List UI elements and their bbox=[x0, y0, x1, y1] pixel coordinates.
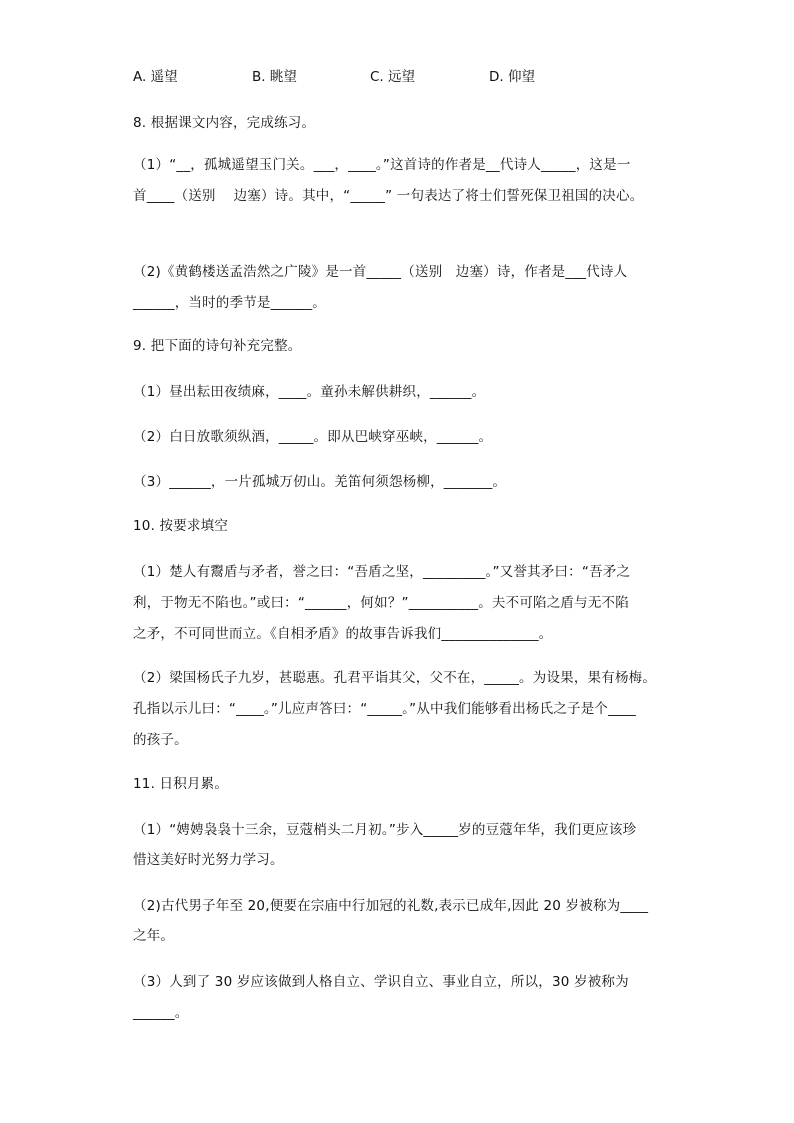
question-11-part2-line2: 之年。 bbox=[133, 928, 175, 944]
question-11-part2-line1: （2)古代男子年至 20,便要在宗庙中行加冠的礼数,表示已成年,因此 20 岁被称为____ bbox=[133, 898, 649, 914]
question-9-part1: （1）昼出耘田夜绩麻，____。童孙未解供耕织，______。 bbox=[133, 384, 486, 400]
question-9-part2: （2）白日放歌须纵酒，_____。即从巴峡穿巫峡，______。 bbox=[133, 429, 493, 445]
option-b: B. 眺望 bbox=[252, 69, 297, 85]
question-8-part2-line2: ______，当时的季节是______。 bbox=[133, 295, 326, 311]
question-10-part1-line1: （1）楚人有鬻盾与矛者，誉之曰：“吾盾之坚，_________。”又誉其矛曰：“吾矛之 bbox=[133, 564, 631, 580]
question-9-part3: （3）______，一片孤城万仞山。羌笛何须怨杨柳，_______。 bbox=[133, 474, 507, 490]
question-8-title: 8. 根据课文内容，完成练习。 bbox=[133, 115, 316, 131]
question-11-part3-line1: （3）人到了 30 岁应该做到人格自立、学识自立、事业自立，所以，30 岁被称为 bbox=[133, 974, 629, 990]
question-10-part2-line3: 的孩子。 bbox=[133, 732, 188, 748]
question-10-part1-line3: 之矛，不可同世而立。《自相矛盾》的故事告诉我们______________。 bbox=[133, 626, 553, 642]
option-a: A. 遥望 bbox=[133, 69, 178, 85]
question-8-part1-line1: （1）“__，孤城遥望玉门关。___，____。”这首诗的作者是__代诗人_____，这是一 bbox=[133, 157, 631, 173]
question-10-part2-line2: 孔指以示儿曰：“____。”儿应声答曰：“_____。”从中我们能够看出杨氏之子是个____ bbox=[133, 701, 636, 717]
question-11-part3-line2: ______。 bbox=[133, 1005, 189, 1021]
question-10-part2-line1: （2）梁国杨氏子九岁，甚聪惠。孔君平诣其父，父不在，_____。为设果，果有杨梅。 bbox=[133, 670, 657, 686]
question-11-title: 11. 日积月累。 bbox=[133, 776, 229, 792]
option-c: C. 远望 bbox=[370, 69, 416, 85]
question-10-part1-line2: 利，于物无不陷也。”或曰：“______，何如？”__________。夫不可陷之盾与无不陷 bbox=[133, 595, 629, 611]
question-9-title: 9. 把下面的诗句补充完整。 bbox=[133, 338, 302, 354]
option-d: D. 仰望 bbox=[489, 69, 535, 85]
question-10-title: 10. 按要求填空 bbox=[133, 518, 229, 534]
question-8-part2-line1: （2)《黄鹤楼送孟浩然之广陵》是一首_____（送别 边塞）诗，作者是___代诗人 bbox=[133, 264, 628, 280]
question-11-part1-line1: （1）“娉娉袅袅十三余，豆蔻梢头二月初。”步入_____岁的豆蔻年华，我们更应该珍 bbox=[133, 822, 637, 838]
question-8-part1-line2: 首____（送别 边塞）诗。其中，“_____” 一句表达了将士们誓死保卫祖国的决心。 bbox=[133, 188, 644, 204]
question-11-part1-line2: 惜这美好时光努力学习。 bbox=[133, 852, 284, 868]
